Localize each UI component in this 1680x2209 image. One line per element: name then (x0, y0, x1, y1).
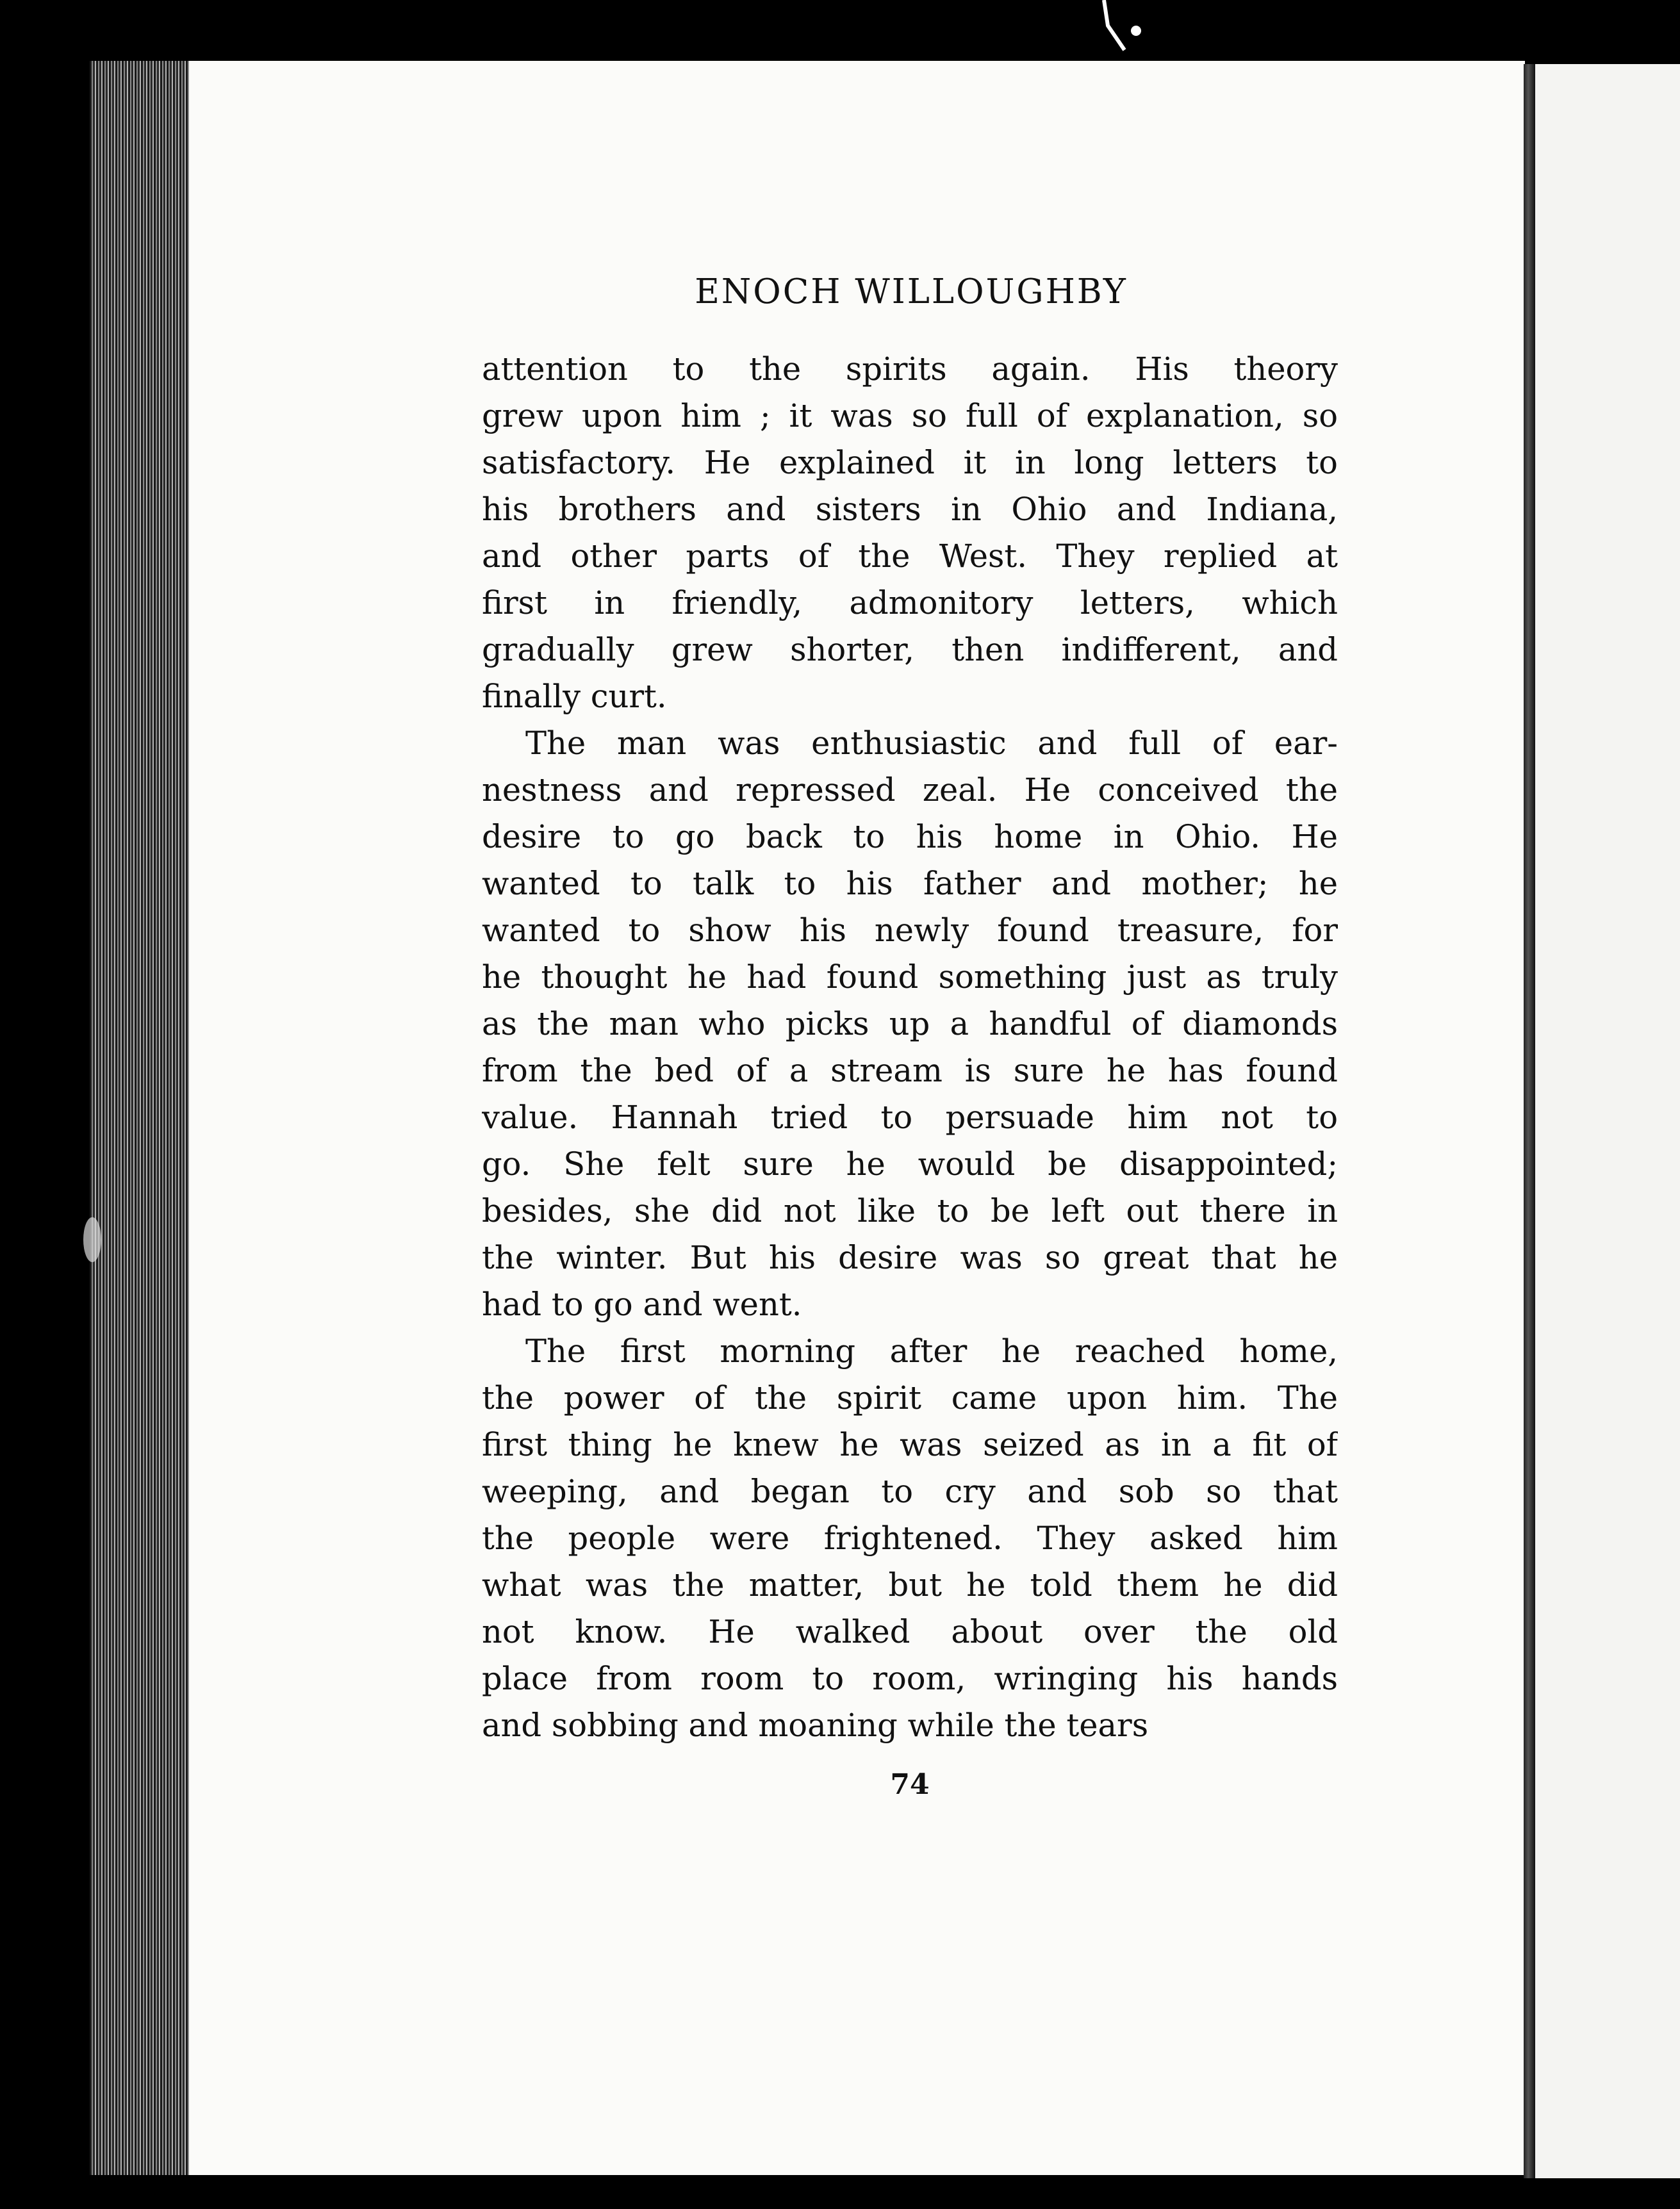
text-line: value. Hannah tried to persuade him not to (482, 1099, 1338, 1136)
text-line: first thing he knew he was seized as in a fit of (482, 1426, 1338, 1463)
running-head: ENOCH WILLOUGHBY (695, 272, 1128, 311)
text-line: The first morning after he reached home, (525, 1333, 1338, 1370)
text-line: attention to the spirits again. His theory (482, 350, 1338, 388)
page-edges (90, 61, 192, 2175)
paragraph (482, 720, 1338, 1328)
text-line: place from room to room, wringing his hands (482, 1660, 1338, 1697)
text-line: his brothers and sisters in Ohio and Indiana, (482, 491, 1338, 528)
scan-artifact-mark (1099, 0, 1144, 58)
text-line: and sobbing and moaning while the tears (482, 1707, 1149, 1744)
text-line: The man was enthusiastic and full of ear- (525, 725, 1338, 762)
text-line: from the bed of a stream is sure he has found (482, 1052, 1338, 1089)
page-number: 74 (890, 1768, 930, 1801)
text-line: and other parts of the West. They replied at (482, 538, 1338, 575)
text-line: desire to go back to his home in Ohio. He (482, 818, 1338, 855)
paper-blemish (83, 1217, 101, 1262)
text-line: not know. He walked about over the old (482, 1613, 1338, 1650)
text-line: gradually grew shorter, then indifferent, and (482, 631, 1338, 668)
text-line: weeping, and began to cry and sob so that (482, 1473, 1338, 1510)
text-line: he thought he had found something just as truly (482, 958, 1338, 996)
text-line: had to go and went. (482, 1286, 802, 1323)
facing-page-edge (1535, 64, 1680, 2178)
text-line: wanted to talk to his father and mother; he (482, 865, 1338, 902)
paragraph (482, 346, 1338, 720)
text-line: besides, she did not like to be left out there in (482, 1192, 1338, 1229)
text-line: wanted to show his newly found treasure, for (482, 912, 1338, 949)
text-line: go. She felt sure he would be disappointed; (482, 1146, 1338, 1183)
text-line: the winter. But his desire was so great that he (482, 1239, 1338, 1276)
text-line: finally curt. (482, 678, 667, 715)
body-text (482, 346, 1338, 1749)
text-line: the power of the spirit came upon him. The (482, 1379, 1338, 1417)
text-line: nestness and repressed zeal. He conceived the (482, 771, 1338, 809)
gutter-shadow (1524, 64, 1535, 2178)
text-line: the people were frightened. They asked him (482, 1520, 1338, 1557)
text-line: as the man who picks up a handful of diamonds (482, 1005, 1338, 1042)
text-line: first in friendly, admonitory letters, which (482, 584, 1338, 621)
text-line: what was the matter, but he told them he did (482, 1566, 1338, 1604)
text-line: satisfactory. He explained it in long letters to (482, 444, 1338, 481)
paragraph (482, 1328, 1338, 1749)
text-line: grew upon him ; it was so full of explanation, so (482, 397, 1338, 434)
